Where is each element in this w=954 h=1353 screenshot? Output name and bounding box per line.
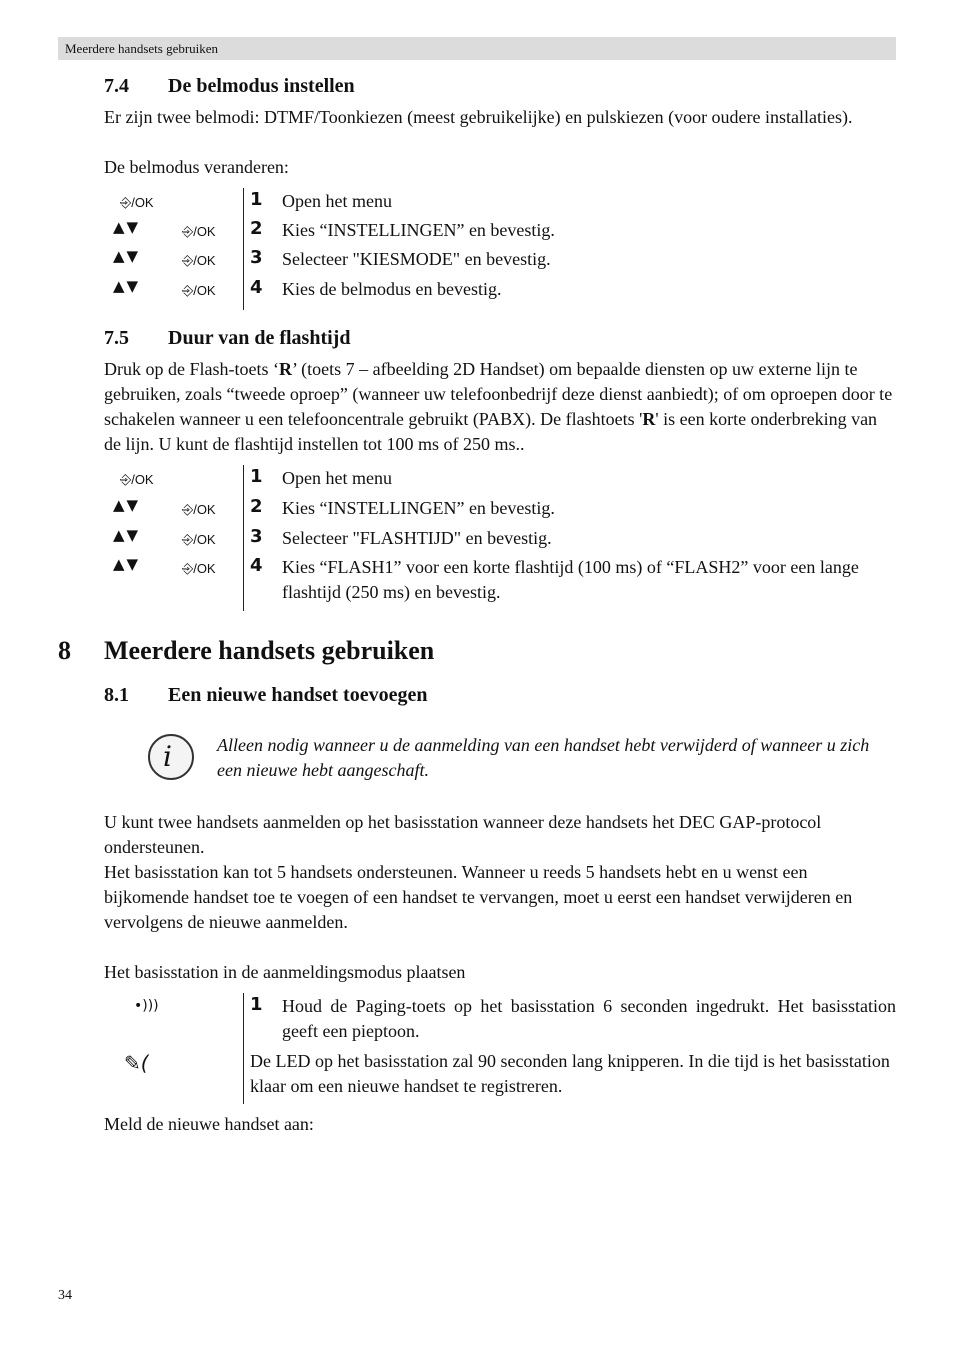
chapter-title: Meerdere handsets gebruiken xyxy=(104,636,435,665)
menu-ok-icon: ⎆/OK xyxy=(182,560,216,576)
step-icons xyxy=(104,496,234,520)
step-number: 1 xyxy=(250,994,263,1015)
step-text: Kies “INSTELLINGEN” en bevestig. xyxy=(282,220,555,240)
step-icons xyxy=(104,218,234,242)
step-icons xyxy=(104,1049,234,1073)
chapter-number: 8 xyxy=(58,636,71,665)
step-text: Kies “INSTELLINGEN” en bevestig. xyxy=(282,498,555,518)
steps-table-flashtijd xyxy=(104,465,896,611)
paragraph: De belmodus veranderen: xyxy=(104,157,289,177)
led-icon: ✎( xyxy=(124,1051,149,1075)
step-number: 1 xyxy=(250,189,263,210)
menu-ok-icon: ⎆/OK xyxy=(120,471,154,487)
section-title: De belmodus instellen xyxy=(168,75,355,97)
step-number: 4 xyxy=(250,277,263,298)
paragraph: Er zijn twee belmodi: DTMF/Toonkiezen (meest gebruikelijke) en pulskiezen (voor oudere installaties). xyxy=(104,107,853,127)
step-icons xyxy=(104,526,234,550)
menu-ok-icon: ⎆/OK xyxy=(182,531,216,547)
step-icons xyxy=(104,555,234,579)
up-down-arrows-icon: ▲▼ xyxy=(113,218,141,236)
menu-ok-icon: ⎆/OK xyxy=(182,501,216,517)
step-text: Selecteer "KIESMODE" en bevestig. xyxy=(282,249,551,269)
step-icons xyxy=(104,189,234,213)
step-number: 2 xyxy=(250,218,263,239)
paging-icon: •))) xyxy=(134,998,159,1014)
step-number: 3 xyxy=(250,247,263,268)
section-number: 8.1 xyxy=(104,684,129,706)
step-icons xyxy=(104,994,234,1018)
menu-ok-icon: ⎆/OK xyxy=(182,252,216,268)
step-text: Open het menu xyxy=(282,191,392,211)
info-icon: i xyxy=(148,734,194,780)
up-down-arrows-icon: ▲▼ xyxy=(113,277,141,295)
paragraph-flash: Druk op de Flash-toets ‘R’ (toets 7 – afbeelding 2D Handset) om bepaalde diensten op uw externe lijn te gebruiken, zoals “tweede oproep” (wanneer uw telefoonbedrijf deze dienst aanbiedt); of om oproepen door te schakelen wanneer u een telefooncentrale gebruikt (PABX). De flashtoets 'R' is een korte onderbreking van de lijn. U kunt de flashtijd instellen tot 100 ms of 250 ms.. xyxy=(104,359,893,454)
paragraph: Het basisstation kan tot 5 handsets ondersteunen. Wanneer u reeds 5 handsets hebt en u wenst een bijkomende handset toe te voegen of een handset te vervangen, moet u eerst een handset verwijderen en vervolgens de nieuwe aanmelden. xyxy=(104,862,853,932)
paragraph: Meld de nieuwe handset aan: xyxy=(104,1114,314,1134)
running-header xyxy=(58,37,896,60)
menu-ok-icon: ⎆/OK xyxy=(182,282,216,298)
divider xyxy=(243,465,244,611)
running-header-title: Meerdere handsets gebruiken xyxy=(65,41,219,56)
step-text: Open het menu xyxy=(282,468,392,488)
step-number: 2 xyxy=(250,496,263,517)
step-text: De LED op het basisstation zal 90 seconden lang knipperen. In die tijd is het basisstation klaar om een nieuwe handset te registreren. xyxy=(250,1051,890,1096)
paragraph: U kunt twee handsets aanmelden op het basisstation wanneer deze handsets het DEC GAP-protocol ondersteunen. xyxy=(104,812,822,857)
page-number: 34 xyxy=(58,1288,72,1303)
up-down-arrows-icon: ▲▼ xyxy=(113,526,141,544)
step-text: Houd de Paging-toets op het basisstation 6 seconden ingedrukt. Het basisstation geeft een pieptoon. xyxy=(282,996,896,1041)
step-text: Kies “FLASH1” voor een korte flashtijd (100 ms) of “FLASH2” voor een lange flashtijd (250 ms) en bevestig. xyxy=(282,557,859,602)
step-number: 4 xyxy=(250,555,263,576)
up-down-arrows-icon: ▲▼ xyxy=(113,555,141,573)
menu-ok-icon: ⎆/OK xyxy=(120,194,154,210)
step-text: Kies de belmodus en bevestig. xyxy=(282,279,502,299)
divider xyxy=(243,188,244,310)
step-text: Selecteer "FLASHTIJD" en bevestig. xyxy=(282,528,552,548)
step-icons xyxy=(104,247,234,271)
section-title: Duur van de flashtijd xyxy=(168,327,351,349)
paragraph: Het basisstation in de aanmeldingsmodus plaatsen xyxy=(104,962,466,982)
note-text: Alleen nodig wanneer u de aanmelding van een handset hebt verwijderd of wanneer u zich een nieuwe hebt aangeschaft. xyxy=(217,735,870,780)
section-number: 7.4 xyxy=(104,75,129,97)
section-title: Een nieuwe handset toevoegen xyxy=(168,684,428,706)
steps-table-aanmelden xyxy=(104,993,896,1104)
divider xyxy=(243,993,244,1104)
section-number: 7.5 xyxy=(104,327,129,349)
step-number: 3 xyxy=(250,526,263,547)
step-number: 1 xyxy=(250,466,263,487)
menu-ok-icon: ⎆/OK xyxy=(182,223,216,239)
up-down-arrows-icon: ▲▼ xyxy=(113,496,141,514)
step-icons xyxy=(104,466,234,490)
step-icons xyxy=(104,277,234,301)
up-down-arrows-icon: ▲▼ xyxy=(113,247,141,265)
steps-table-belmodus xyxy=(104,188,896,310)
